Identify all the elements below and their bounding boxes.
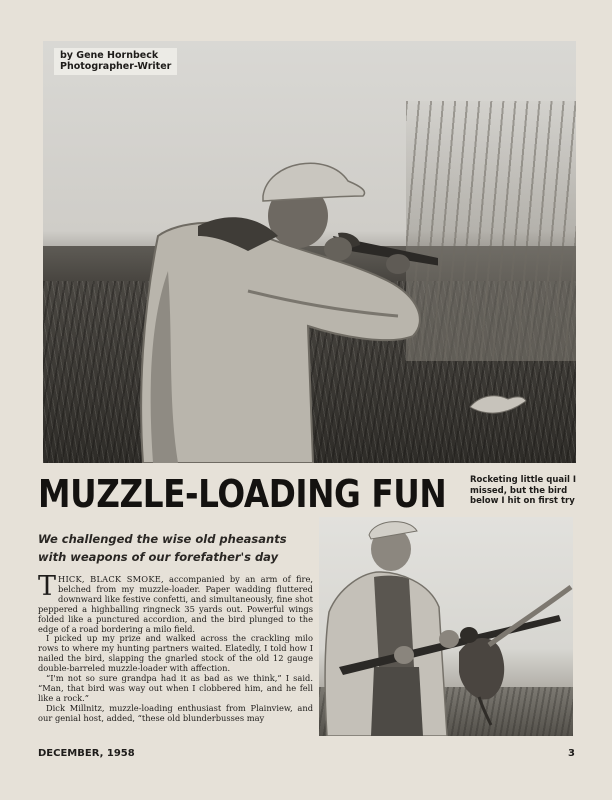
drop-cap: T	[38, 571, 57, 602]
paragraph-3: “I'm not so sure grandpa had it as bad as we think,” I said. “Man, that bird was way out when I clobbered him, and he fell like a rock.”	[38, 673, 313, 703]
article-body	[38, 571, 313, 724]
paragraph-1-text: accompanied by an arm of fire, belched from my muzzle-loader. Paper wadding fluttered downward like festive confetti, and simultaneously, fine shot peppered a highballing ringneck 35 yards out. Powerful wings folded like a punctured accordion, and the bird plunged to the edge of a road bordering a milo field.	[38, 574, 313, 634]
hunter-firing-photo	[43, 41, 576, 463]
hunter-holding-pheasant	[319, 517, 573, 736]
photo-caption	[470, 475, 588, 507]
issue-date: DECEMBER, 1958	[38, 748, 135, 759]
article-headline: MUZZLE-LOADING FUN	[38, 472, 447, 516]
subhead-line-2: with weapons of our forefather's day	[38, 550, 279, 564]
caption-line-3: below I hit on first try	[470, 496, 575, 506]
caption-line-2: missed, but the bird	[470, 485, 568, 496]
credit-author: by Gene Hornbeck	[60, 50, 159, 61]
caption-line-1: Rocketing little quail I	[470, 475, 577, 485]
paragraph-2: I picked up my prize and walked across the crackling milo rows to where my hunting partners waited. Elatedly, I told how I nailed the bird, slapping the gnarled stock of the old 12 gauge double-barreled muzzle-loader with affection.	[38, 633, 313, 674]
article-subhead	[38, 530, 308, 566]
hunter-with-pheasant-photo	[319, 517, 573, 736]
paragraph-1-lead: HICK, BLACK SMOKE,	[58, 574, 164, 584]
subhead-line-1: We challenged the wise old pheasants	[38, 532, 287, 546]
quail-bird	[468, 389, 528, 419]
hunter-silhouette	[98, 141, 438, 463]
credit-role: Photographer-Writer	[60, 61, 172, 72]
paragraph-4: Dick Millnitz, muzzle-loading enthusiast from Plainview, and our genial host, added, “these old blunderbusses may	[38, 702, 313, 723]
photo-credit	[54, 48, 177, 75]
page-number: 3	[568, 748, 575, 759]
paragraph-1	[38, 571, 313, 634]
